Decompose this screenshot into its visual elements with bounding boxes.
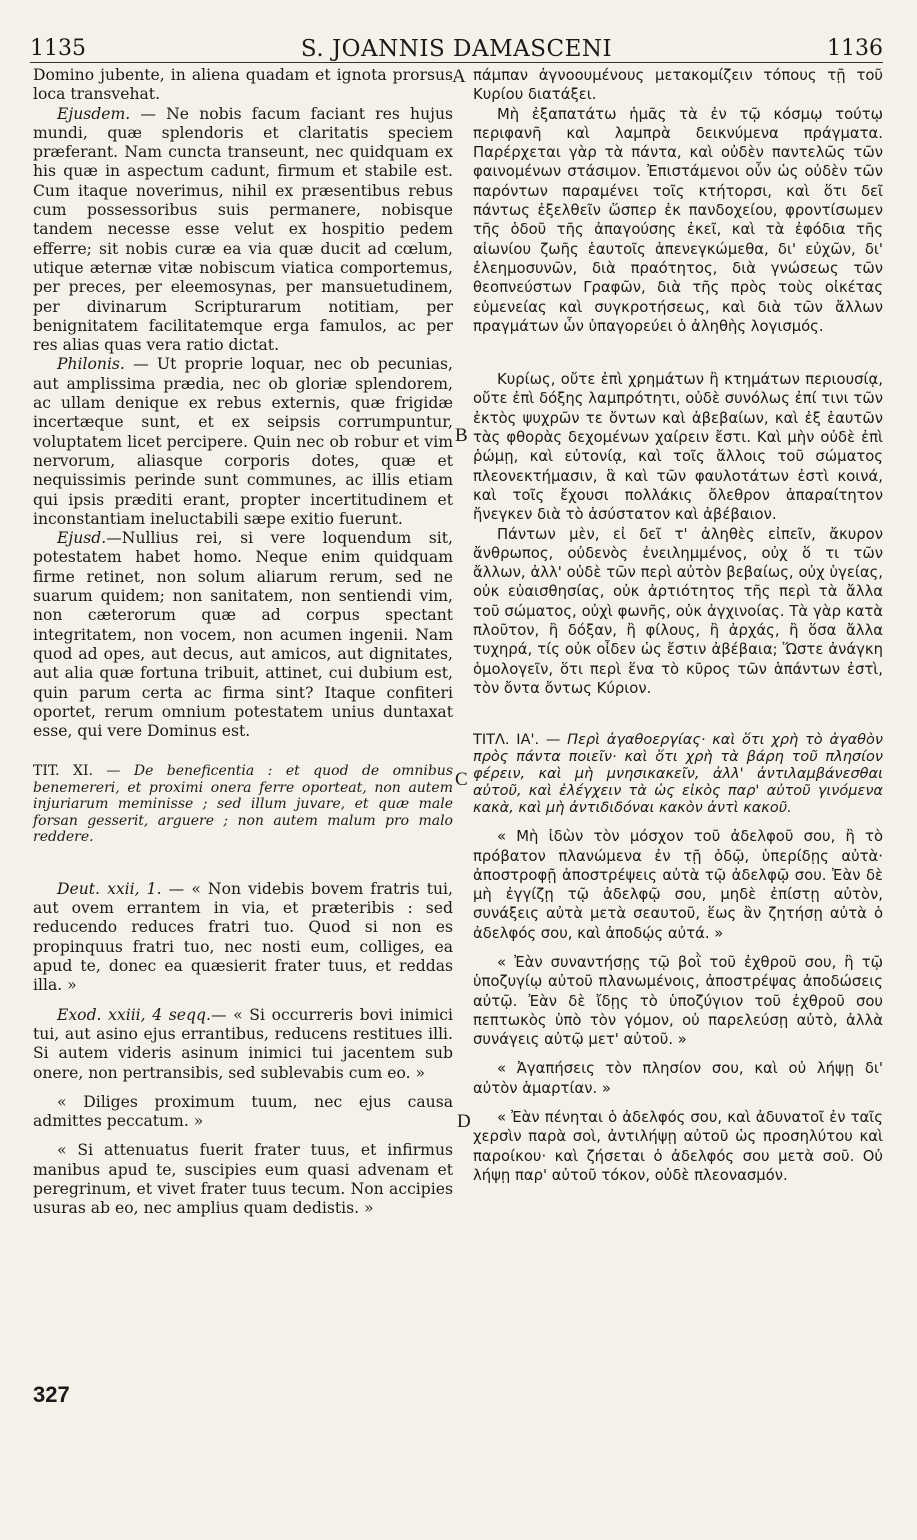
source-citation: Ejusdem. (57, 104, 131, 123)
section-heading (33, 763, 453, 846)
section-label: ΤΙΤΛ. ΙΑ'. (473, 732, 540, 749)
paragraph-text: — Ut proprie loquar, nec ob pecunias, aut amplissima prædia, nec ob gloriæ splendorem, ac ullam denique ex rebus externis, quæ frigidæ incertæque sunt, et ex seipsis corrumpuntur, voluptatem licet percipere. Quin nec ob robur et vim nervorum, aliasque corporis dotes, quæ et nequissimis perinde sunt communes, ac illis etiam qui ipsis præditi erant, propter incertitudinem et inconstantiam ineluctabili sæpe exitio fuerunt. (33, 355, 453, 528)
scripture-quote (33, 880, 453, 996)
scripture-quote: « Μὴ ἰδὼν τὸν μόσχον τοῦ ἀδελφοῦ σου, ἢ τὸ πρόβατον πλανώμενα ἐν τῇ ὁδῷ, ὑπερίδῃς αὐτὰ· ἀποστροφῇ ἀποστρέψεις αὐτὰ τῷ ἀδελφῷ σου. Ἐὰν δὲ μὴ ἐγγίζῃ τῷ ἀδελφῷ σου, μηδὲ ἐπίστῃ αὐτὸν, συνάξεις αὐτὰ μετὰ σεαυτοῦ, ἕως ἂν ζητήσῃ αὐτὰ ὁ ἀδελφός σου, καὶ ἀποδῴς αὐτά. » (473, 828, 883, 942)
latin-paragraph: Domino jubente, in aliena quadam et ignota prorsus loca transvehat. (33, 66, 453, 104)
source-citation: Philonis. (57, 355, 125, 374)
greek-paragraph: Κυρίως, οὔτε ἐπὶ χρημάτων ἢ κτημάτων περιουσίᾳ, οὔτε ἐπὶ δόξης λαμπρότητι, οὐδὲ συνόλως ἐπί τινι τῶν ἐκτὸς ψυχρῶν τε ὄντων καὶ ἀβεβαίων, καὶ ἐξ ἑαυτῶν τὰς φθορὰς δεχομένων χαίρειν ἔστι. Καὶ μὴν οὐδὲ ἐπὶ ῥώμῃ, καὶ εὐτονίᾳ, καὶ τοῖς ἄλλοις τοῦ σώματος πλεονεκτήμασιν, ἃ καὶ τῶν φαυλοτάτων ἐστὶ κοινά, καὶ τοῖς ἔχουσι πολλάκις ὄλεθρον ἀπαραίτητον ἤνεγκεν διὰ τὸ ἀσύστατον καὶ ἀβέβαιον. (473, 371, 883, 524)
column-number: 327 (33, 1382, 70, 1407)
paragraph-text: — Ne nobis facum faciant res hujus mundi, quæ splendoris et claritatis speciem præferant. Nam cuncta transeunt, nec quidquam ex his quæ in aspectum cadunt, firmum et stabile est. Cum itaque noverimus, nihil ex præsentibus rebus cum possessoribus suis permanere, nobisque tandem necesse esse velut ex hospitio pedem efferre; sit nobis curæ ea via quæ ducit ad cœlum, utique æternæ vitæ nobiscum viatica comportemus, per preces, per eleemosynas, per mansuetudinem, per divinarum Scripturarum notitiam, per benignitatem facilitatemque erga famulos, ac per res alias quas vera ratio dictat. (33, 104, 453, 355)
latin-paragraph (33, 529, 453, 741)
margin-marker-c: C (455, 769, 468, 790)
greek-column (473, 66, 883, 1185)
margin-marker-a: A (452, 66, 466, 87)
paragraph-text: —Nullius rei, si vere loquendum sit, potestatem habet homo. Neque enim quidquam firme retinet, non solum aliarum rerum, sed ne suarum quidem; non sanitatem, non sentiendi vim, non cæterorum quæ ad corpus spectant integritatem, non vocem, non acumen ingenii. Nam quod ad opes, aut decus, aut amicos, aut dignitates, aut alia quæ fortuna tribuit, attinet, cui dubium est, quin parum certa ac firma sint? Itaque confiteri oportet, rerum omnium potestatem unius duntaxat esse, qui vere Dominus est. (33, 529, 453, 741)
header-rule (30, 62, 883, 63)
greek-paragraph: Μὴ ἐξαπατάτω ἡμᾶς τὰ ἐν τῷ κόσμῳ τούτῳ περιφανῆ καὶ λαμπρὰ δεικνύμενα πράγματα. Παρέρχεται γὰρ τὰ πάντα, καὶ οὐδὲν παντελῶς τῶν φαινομένων στάσιμον. Ἐπιστάμενοι οὖν ὡς οὐδὲν τῶν παρόντων παραμένει τοῖς κτήτορσι, καὶ ὅτι δεῖ πάντως ἐξελθεῖν ὥσπερ ἐκ πανδοχείου, φροντίσωμεν τῆς ὁδοῦ τῆς ἀπαγούσης ἐκεῖ, καὶ τὰ ἐφόδια τῆς αἰωνίου ζωῆς ἑαυτοῖς ἀπενεγκώμεθα, δι' εὐχῶν, δι' ἐλεημοσυνῶν, διὰ πραότητος, διὰ γνώσεως τῶν θεοπνεύστων Γραφῶν, διὰ τῆς πρὸς τοὺς οἰκέτας εὐμενείας καὶ συγκροτήσεως, καὶ διὰ τῶν ἄλλων πραγμάτων ὧν ὑπαγορεύει ὁ ἀληθὴς λογισμός. (473, 105, 883, 335)
scripture-quote: « Diliges proximum tuum, nec ejus causa admittes peccatum. » (33, 1092, 453, 1131)
latin-column (33, 66, 453, 1219)
source-citation: Ejusd. (57, 529, 107, 548)
greek-paragraph: Πάντων μὲν, εἰ δεῖ τ' ἀληθὲς εἰπεῖν, ἄκυρον ἄνθρωπος, οὐδενὸς ἐνειλημμένος, οὐχ ὅ τι τῶν ἄλλων, ἀλλ' οὐδὲ τῶν περὶ αὐτὸν βεβαίως, οὐχ ὑγείας, οὐκ εὐαισθησίας, οὐκ ἀρτιότητος τῆς περὶ τὰ ἄλλα τοῦ σώματος, οὐχὶ φωνῆς, οὐκ ἀγχινοίας. Τὰ γὰρ κατὰ πλοῦτον, ἢ δόξαν, ἢ φίλους, ἢ ἀρχάς, ἢ ὅσα ἄλλα τυχηρά, τίς οὐκ οἶδεν ὡς ἔστιν ἀβέβαια; Ὥστε ἀνάγκη ὁμολογεῖν, ὅτι περὶ ἕνα τὸ κῦρος τῶν ἁπάντων ἐστὶ, τὸν ὄντα ὄντως Κύριον. (473, 525, 883, 697)
greek-paragraph: πάμπαν ἀγνοουμένους μετακομίζειν τόπους τῇ τοῦ Κυρίου διατάξει. (473, 67, 883, 104)
scripture-quote: « Si attenuatus fuerit frater tuus, et infirmus manibus apud te, suscipies eum quasi advenam et peregrinum, et vivet frater tuus tecum. Non accipies usuras ab eo, nec amplius quam dedistis. » (33, 1141, 453, 1218)
paragraph-text: — « Si occurreris bovi inimici tui, aut asino ejus errantibus, reducens restitues illi. Si autem videris asinum inimici tui jacentem sub onere, non pertransibis, sed sublevabis cum eo. » (33, 1005, 453, 1082)
scripture-quote (33, 1006, 453, 1083)
margin-marker-d: D (457, 1111, 471, 1132)
latin-paragraph (33, 355, 453, 529)
scripture-quote: « Ἐὰν πένηται ὁ ἀδελφός σου, καὶ ἀδυνατοῖ ἐν ταῖς χερσὶν παρὰ σοὶ, ἀντιλήψῃ αὐτοῦ ὡς προσηλύτου καὶ παροίκου· καὶ ζήσεται ὁ ἀδελφός σου μετὰ σοῦ. Οὐ λήψῃ παρ' αὐτοῦ τόκον, οὐδὲ πλεονασμόν. (473, 1109, 883, 1184)
source-citation: Deut. xxii, 1. (57, 879, 162, 898)
scripture-quote: « Ἀγαπήσεις τὸν πλησίον σου, καὶ οὐ λήψῃ δι' αὐτὸν ἁμαρτίαν. » (473, 1060, 883, 1097)
scripture-quote: « Ἐὰν συναντήσῃς τῷ βοῒ τοῦ ἐχθροῦ σου, ἢ τῷ ὑποζυγίῳ αὐτοῦ πλανωμένοις, ἀποστρέψας ἀποδώσεις αὐτῷ. Ἐὰν δὲ ἴδῃς τὸ ὑποζύγιον τοῦ ἐχθροῦ σου πεπτωκὸς ὑπὸ τὸν γόμον, οὐ παρελεύσῃ αὐτὸ, ἀλλὰ συνάγεις αὐτῷ μετ' αὐτοῦ. » (473, 953, 883, 1049)
paragraph-text: — « Non videbis bovem fratris tui, aut ovem errantem in via, et præteribis : sed reducendo reduces fratri tuo. Quod si non es propinquus fratri tuo, nec nosti eum, colliges, ea apud te, donec ea quæsierit frater tuus, et reddas illa. » (33, 879, 453, 995)
left-page-number: 1135 (30, 36, 86, 61)
section-label: TIT. XI. (33, 763, 93, 780)
section-heading-text: — Περὶ ἀγαθοεργίας· καὶ ὅτι χρὴ τὸ ἀγαθὸν πρὸς πάντα ποιεῖν· καὶ ὅτι χρὴ τὰ βάρη τοῦ πλησίον φέρειν, καὶ μὴ μνησικακεῖν, ἀλλ' ἀντιλαμβάνεσθαι αὐτοῦ, καὶ ἐλέγχειν τὰ ὡς εἰκὸς παρ' αὐτοῦ γινόμενα κακὰ, καὶ μὴ ἀντιδιδόναι κακὸν ἀντὶ κακοῦ. (473, 732, 883, 817)
latin-paragraph (33, 105, 453, 356)
right-page-number: 1136 (827, 36, 883, 61)
section-heading (473, 732, 883, 817)
margin-marker-b: B (455, 425, 468, 446)
section-heading-text: — De beneficentia : et quod de omnibus benemereri, et proximi onera ferre oporteat, non autem injuriarum meminisse ; sed illum juvare, et quæ male forsan gesserit, arguere ; non autem malum pro malo reddere. (33, 763, 454, 846)
source-citation: Exod. xxiii, 4 seqq. (57, 1005, 211, 1024)
page-title: S. JOANNIS DAMASCENI (300, 36, 613, 62)
